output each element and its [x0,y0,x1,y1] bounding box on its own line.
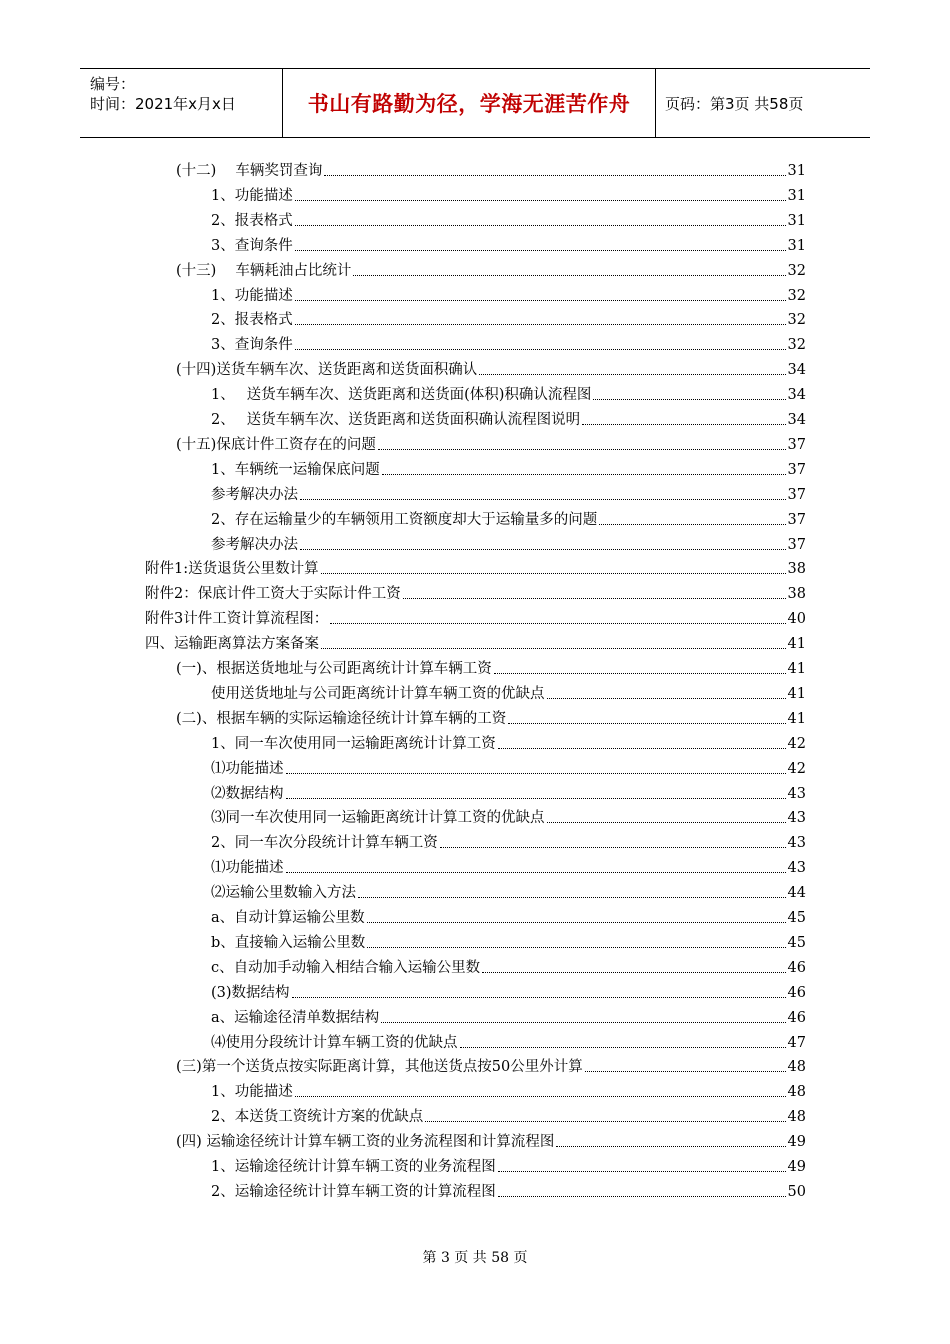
toc-leader-dots [295,1096,786,1097]
toc-entry-title: b、直接输入运输公里数 [211,934,366,951]
toc-entry[interactable] [211,879,806,903]
toc-entry-page: 37 [787,486,806,503]
page-header [80,68,870,138]
toc-entry-title: ⑴功能描述 [211,860,284,877]
toc-entry[interactable] [176,655,806,679]
toc-leader-dots [286,872,786,873]
toc-entry[interactable] [211,207,806,231]
toc-entry-title: (十三) 车辆耗油占比统计 [176,262,352,279]
toc-leader-dots [585,1071,786,1072]
toc-leader-dots [556,1146,785,1147]
header-page-info-cell [656,69,870,137]
toc-entry-page: 31 [787,187,806,204]
toc-entry[interactable] [176,157,806,181]
toc-leader-dots [498,1196,786,1197]
toc-entry[interactable] [211,1029,806,1053]
toc-entry-title: a、运输途径清单数据结构 [211,1009,380,1026]
toc-leader-dots [382,474,786,475]
toc-leader-dots [358,897,786,898]
toc-leader-dots [498,748,786,749]
header-page-info: 页码：第3页 共58页 [665,94,804,113]
toc-entry-title: (二)、根据车辆的实际运输途径统计计算车辆的工资 [176,710,507,727]
toc-entry-page: 32 [787,262,806,279]
doc-number-label: 编号： [90,75,136,93]
toc-entry[interactable] [176,705,806,729]
toc-entry-title: (三)第一个送货点按实际距离计算，其他送货点按50公里外计算 [176,1059,583,1076]
toc-entry-page: 38 [787,561,806,578]
toc-leader-dots [440,847,786,848]
toc-entry[interactable] [211,506,806,530]
toc-entry-title: 使用送货地址与公司距离统计计算车辆工资的优缺点 [211,685,545,702]
toc-entry-title: (十四)送货车辆车次、送货距离和送货面积确认 [176,362,478,379]
toc-entry[interactable] [145,605,806,629]
toc-entry-page: 32 [787,337,806,354]
toc-leader-dots [295,200,786,201]
toc-entry-page: 32 [787,287,806,304]
toc-entry-page: 42 [787,760,806,777]
toc-entry-page: 46 [787,1009,806,1026]
toc-entry[interactable] [145,580,806,604]
toc-leader-dots [292,997,786,998]
toc-entry[interactable] [211,1004,806,1028]
toc-entry[interactable] [211,331,806,355]
toc-entry-title: 附件3计件工资计算流程图： [145,611,329,628]
toc-entry-page: 40 [787,611,806,628]
toc-entry-title: (一)、根据送货地址与公司距离统计计算车辆工资 [176,661,492,677]
toc-entry[interactable] [211,406,806,430]
toc-entry[interactable] [211,381,806,405]
toc-entry-title: 1、功能描述 [211,187,293,204]
toc-entry-page: 49 [787,1159,806,1175]
toc-entry-title: 1、 送货车辆车次、送货距离和送货面(体积)积确认流程图 [211,387,592,404]
toc-entry-page: 41 [787,710,806,727]
toc-entry-page: 48 [787,1084,806,1101]
toc-entry[interactable] [211,531,806,555]
toc-leader-dots [378,449,786,450]
toc-entry-title: 2、本送货工资统计方案的优缺点 [211,1109,424,1126]
toc-entry-page: 37 [787,511,806,528]
toc-leader-dots [498,1171,786,1172]
toc-entry-page: 48 [787,1059,806,1076]
toc-leader-dots [295,225,786,226]
toc-leader-dots [295,250,786,251]
toc-entry-page: 31 [787,163,806,179]
toc-entry-title: 3、查询条件 [211,237,293,254]
toc-leader-dots [593,399,785,400]
toc-leader-dots [367,947,785,948]
toc-entry-page: 44 [787,885,806,902]
toc-entry-title: 1、功能描述 [211,287,293,304]
toc-entry-title: 参考解决办法 [211,486,298,503]
toc-leader-dots [508,723,785,724]
toc-leader-dots [330,623,785,624]
toc-entry-page: 46 [787,959,806,976]
toc-entry-page: 41 [787,685,806,702]
toc-entry[interactable] [211,1103,806,1127]
toc-leader-dots [295,349,786,350]
toc-entry[interactable] [211,904,806,928]
toc-entry-page: 31 [787,237,806,254]
toc-entry-title: 2、同一车次分段统计计算车辆工资 [211,835,438,852]
toc-entry[interactable] [176,431,806,455]
toc-leader-dots [479,374,785,375]
header-motto: 书山有路勤为径，学海无涯苦作舟 [283,69,656,137]
toc-entry[interactable] [211,1178,806,1202]
header-meta-cell [80,69,283,137]
toc-entry-title: c、自动加手动输入相结合输入运输公里数 [211,959,481,976]
toc-entry-title: (3)数据结构 [211,984,290,1001]
toc-entry[interactable] [211,306,806,330]
toc-entry-page: 41 [787,636,806,653]
toc-entry-page: 48 [787,1109,806,1126]
doc-time-label: 时间：2021年x月x日 [90,95,236,113]
toc-entry-title: (四) 运输途径统计计算车辆工资的业务流程图和计算流程图 [176,1134,555,1151]
toc-entry-title: 1、同一车次使用同一运输距离统计计算工资 [211,735,496,752]
toc-entry[interactable] [211,780,806,804]
toc-entry-title: a、自动计算运输公里数 [211,910,365,926]
toc-entry-title: 1、运输途径统计计算车辆工资的业务流程图 [211,1159,496,1175]
toc-entry[interactable] [211,1078,806,1102]
toc-entry-page: 49 [787,1134,806,1151]
toc-entry-page: 34 [787,387,806,404]
toc-entry[interactable] [211,829,806,853]
toc-leader-dots [599,524,785,525]
toc-entry[interactable] [211,730,806,754]
toc-entry-page: 31 [787,212,806,229]
toc-entry-page: 47 [787,1034,806,1051]
toc-entry[interactable] [176,1128,806,1152]
toc-entry-title: ⑷使用分段统计计算车辆工资的优缺点 [211,1034,458,1051]
toc-entry[interactable] [211,182,806,206]
toc-entry-title: ⑵数据结构 [211,785,284,802]
toc-leader-dots [547,698,786,699]
toc-leader-dots [381,1022,785,1023]
toc-entry-title: 附件2：保底计件工资大于实际计件工资 [145,586,401,603]
toc-entry-page: 45 [787,910,806,926]
toc-entry[interactable] [145,630,806,654]
toc-entry-page: 37 [787,436,806,453]
toc-leader-dots [286,773,786,774]
toc-entry-title: 四、运输距离算法方案备案 [145,636,319,653]
toc-entry-page: 46 [787,984,806,1001]
toc-entry-title: (十二) 车辆奖罚查询 [176,163,323,179]
toc-entry-title: 2、存在运输量少的车辆领用工资额度却大于运输量多的问题 [211,511,598,528]
toc-entry[interactable] [176,1053,806,1077]
toc-entry[interactable] [211,854,806,878]
toc-leader-dots [547,822,786,823]
toc-entry[interactable] [211,929,806,953]
toc-leader-dots [582,424,785,425]
toc-entry-title: 1、功能描述 [211,1084,293,1101]
page-footer: 第 3 页 共 58 页 [422,1250,528,1266]
toc-leader-dots [295,300,786,301]
toc-entry[interactable] [211,755,806,779]
toc-entry-title: 参考解决办法 [211,536,298,553]
toc-entry[interactable] [211,232,806,256]
toc-entry[interactable] [176,356,806,380]
toc-entry-title: ⑶同一车次使用同一运输距离统计计算工资的优缺点 [211,810,545,827]
toc-entry-page: 43 [787,810,806,827]
toc-entry[interactable] [211,481,806,505]
toc-entry-title: ⑵运输公里数输入方法 [211,885,356,902]
toc-leader-dots [353,275,785,276]
toc-entry[interactable] [211,954,806,978]
toc-entry[interactable] [211,456,806,480]
toc-entry[interactable] [211,804,806,828]
toc-entry-page: 37 [787,461,806,478]
toc-entry-page: 41 [787,661,806,677]
toc-leader-dots [324,175,785,176]
toc-leader-dots [482,972,785,973]
toc-leader-dots [460,1047,786,1048]
toc-entry[interactable] [211,979,806,1003]
toc-leader-dots [367,922,786,923]
toc-entry-page: 43 [787,785,806,802]
toc-entry-page: 43 [787,835,806,852]
toc-leader-dots [403,598,786,599]
toc-leader-dots [494,673,786,674]
toc-entry-title: 2、报表格式 [211,212,293,229]
toc-leader-dots [300,499,786,500]
toc-entry[interactable] [211,1153,806,1177]
toc-leader-dots [321,648,786,649]
toc-entry-page: 34 [787,362,806,379]
toc-leader-dots [295,324,786,325]
toc-entry-title: 3、查询条件 [211,337,293,354]
toc-leader-dots [425,1121,785,1122]
toc-entry-title: 2、报表格式 [211,312,293,329]
toc-entry-page: 34 [787,412,806,428]
toc-entry-page: 38 [787,586,806,603]
toc-entry-page: 37 [787,536,806,553]
toc-entry-page: 45 [787,934,806,951]
toc-entry-title: 2、运输途径统计计算车辆工资的计算流程图 [211,1183,496,1200]
toc-entry-title: 1、车辆统一运输保底问题 [211,461,380,478]
toc-entry[interactable] [211,680,806,704]
toc-entry-page: 50 [787,1183,806,1200]
toc-entry-title: (十五)保底计件工资存在的问题 [176,436,376,453]
toc-entry-title: 2、 送货车辆车次、送货距离和送货面积确认流程图说明 [211,412,581,428]
toc-entry-page: 43 [787,860,806,877]
toc-leader-dots [286,798,786,799]
toc-leader-dots [321,573,786,574]
toc-entry[interactable] [145,555,806,579]
toc-entry-page: 32 [787,312,806,329]
toc-entry-page: 42 [787,735,806,752]
toc-entry[interactable] [211,282,806,306]
toc-entry-title: ⑴功能描述 [211,760,284,777]
toc-entry[interactable] [176,257,806,281]
toc-entry-title: 附件1:送货退货公里数计算 [145,561,319,578]
toc-leader-dots [300,549,786,550]
